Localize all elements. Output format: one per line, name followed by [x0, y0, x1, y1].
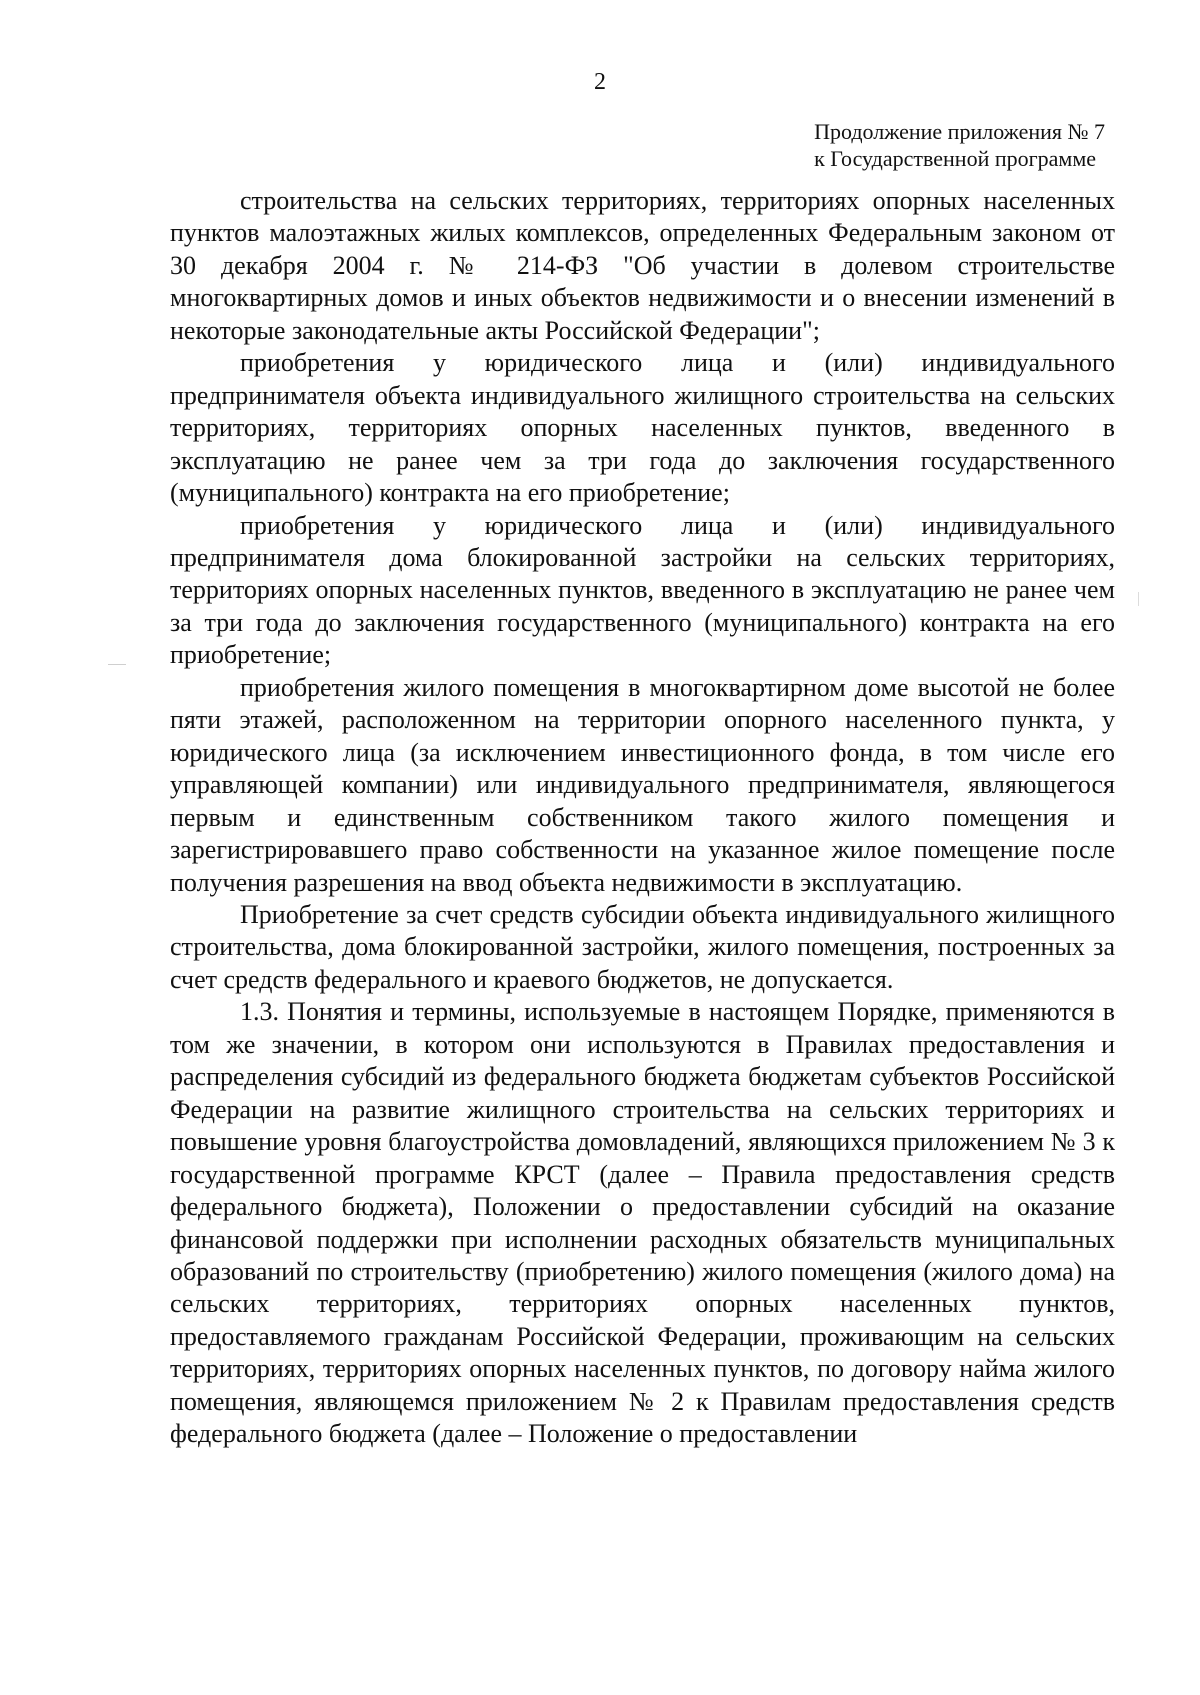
continuation-line-2: к Государственной программе — [814, 146, 1097, 171]
document-body — [170, 185, 1115, 1451]
paragraph-blocked-house: приобретения у юридического лица и (или) индивидуального предпринимателя дома блокированной застройки на сельских территориях, территориях опорных населенных пунктов, введенного в эксплуатацию не ранее чем за три года до заключения государственного (муниципального) контракта на его приобретение; — [170, 510, 1115, 670]
page-number: 2 — [594, 69, 606, 95]
continuation-line-1: Продолжение приложения № 7 — [814, 119, 1105, 144]
paragraph-continued: строительства на сельских территориях, территориях опорных населенных пунктов малоэтажных жилых комплексов, определенных Федеральным законом от 30 декабря 2004 г. № 214-ФЗ "Об участии в долевом строительстве многоквартирных домов и иных объектов недвижимости и о внесении изменений в некоторые законодательные акты Российской Федерации"; — [170, 186, 1115, 345]
paragraph-individual-housing: приобретения у юридического лица и (или) индивидуального предпринимателя объекта индивидуального жилищного строительства на сельских территориях, территориях опорных населенных пунктов, введенного в эксплуатацию не ранее чем за три года до заключения государственного (муниципального) контракта на его приобретение; — [170, 348, 1115, 508]
paragraph-apartment-building: приобретения жилого помещения в многоквартирном доме высотой не более пяти этажей, расположенном на территории опорного населенного пункта, у юридического лица (за исключением инвестиционного фонда, в том числе его управляющей компании) или индивидуального предпринимателя, являющегося первым и единственным собственником такого жилого помещения и зарегистрировавшего право собственности на указанное жилое помещение после получения разрешения на ввод объекта недвижимости в эксплуатацию. — [170, 672, 1115, 897]
scan-margin-mark — [108, 664, 126, 665]
scan-margin-mark-right — [1138, 592, 1139, 606]
paragraph-1-3-terms: 1.3. Понятия и термины, используемые в настоящем Порядке, применяются в том же значении, в котором они используются в Правилах предоставления и распределения субсидий из федерального бюджета бюджетам субъектов Российской Федерации на развитие жилищного строительства на сельских территориях и повышение уровня благоустройства домовладений, являющихся приложением № 3 к государственной программе КРСТ (далее – Правила предоставления средств федерального бюджета), Положении о предоставлении субсидий на оказание финансовой поддержки при исполнении расходных обязательств муниципальных образований по строительству (приобретению) жилого помещения (жилого дома) на сельских территориях, территориях опорных населенных пунктов, предоставляемого гражданам Российской Федерации, проживающим на сельских территориях, территориях опорных населенных пунктов, по договору найма жилого помещения, являющемся приложением № 2 к Правилам предоставления средств федерального бюджета (далее – Положение о предоставлении — [170, 997, 1115, 1449]
paragraph-prohibition: Приобретение за счет средств субсидии объекта индивидуального жилищного строительства, дома блокированной застройки, жилого помещения, построенных за счет средств федерального и краевого бюджетов, не допускается. — [170, 899, 1115, 994]
appendix-continuation-note — [814, 118, 1105, 172]
